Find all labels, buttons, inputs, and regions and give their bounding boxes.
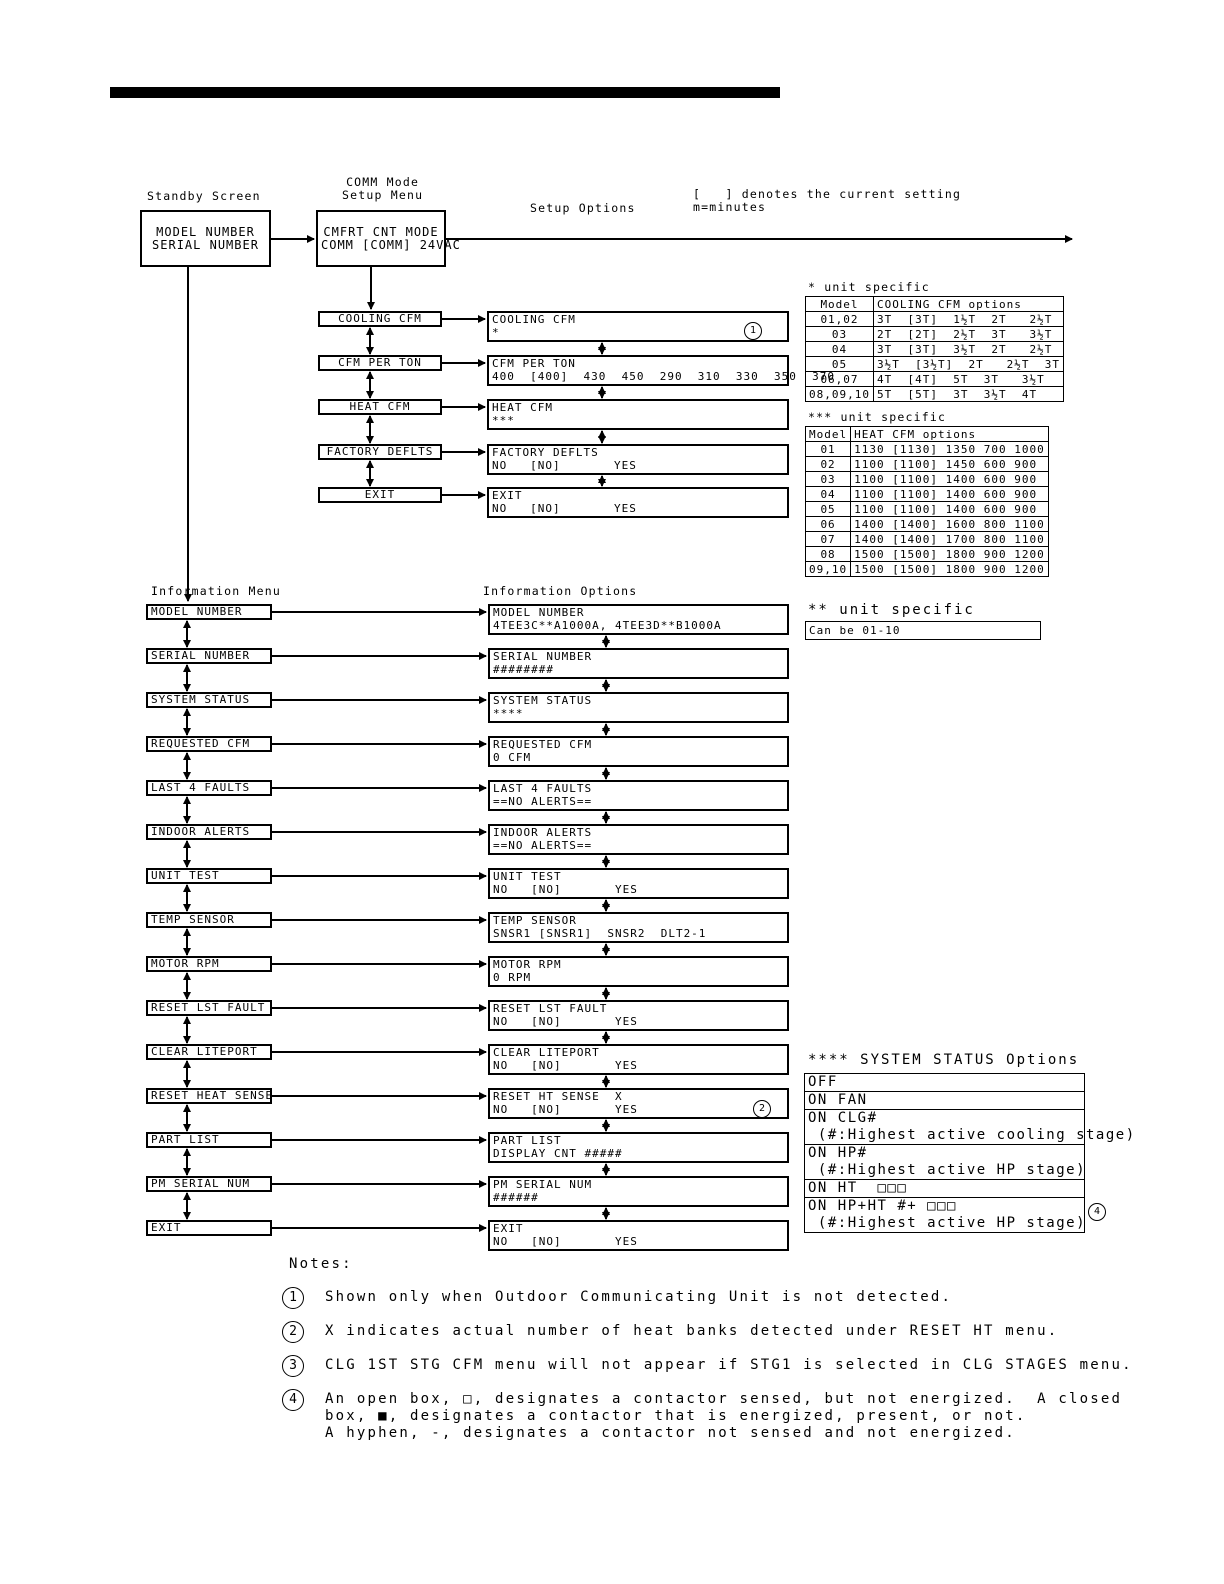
cooling_table-cell: 06,07 — [806, 372, 874, 387]
heat_table-row — [806, 562, 1049, 577]
system-status-row: ON HP+HT #+ □□□ (#:Highest active HP stage) — [808, 1198, 1087, 1231]
heat_table-cell: 09,10 — [806, 562, 851, 577]
heat_table-cell: 1100 [1100] 1400 600 900 — [851, 472, 1049, 487]
cooling-table-title: * unit specific — [808, 280, 930, 294]
cooling_table-row — [806, 357, 1064, 372]
heat_table-cell: 1100 [1100] 1400 600 900 — [851, 487, 1049, 502]
info-menu-item-2[interactable]: SYSTEM STATUS — [146, 692, 272, 708]
legend-text: [ ] denotes the current setting m=minutes — [693, 187, 962, 215]
heat_table-cell: 07 — [806, 532, 851, 547]
info-option-box-13: PM SERIAL NUM ###### — [488, 1176, 789, 1207]
note-2-marker: 2 — [753, 1100, 771, 1118]
unit-specific-box: Can be 01-10 — [805, 621, 1041, 640]
info-menu-label: Information Menu — [151, 584, 281, 598]
info-menu-item-8[interactable]: MOTOR RPM — [146, 956, 272, 972]
unit-specific-title: ** unit specific — [808, 602, 975, 618]
setup-option-box-1: CFM PER TON 400 [400] 430 450 290 310 330 350 370 — [487, 355, 789, 386]
note-text-2: X indicates actual number of heat banks detected under RESET HT menu. — [325, 1323, 1059, 1339]
info-menu-item-10[interactable]: CLEAR LITEPORT — [146, 1044, 272, 1060]
info-option-box-14: EXIT NO [NO] YES — [488, 1220, 789, 1251]
note-number-4: 4 — [282, 1389, 304, 1411]
info-option-box-10: CLEAR LITEPORT NO [NO] YES — [488, 1044, 789, 1075]
cooling_table-cell: 01,02 — [806, 312, 874, 327]
info-option-box-0: MODEL NUMBER 4TEE3C**A1000A, 4TEE3D**B1000A — [488, 604, 789, 635]
setup-menu-item-0[interactable]: COOLING CFM — [318, 311, 442, 327]
cooling_table-row — [806, 387, 1064, 402]
cooling_table-row — [806, 372, 1064, 387]
info-option-box-6: UNIT TEST NO [NO] YES — [488, 868, 789, 899]
setup-option-box-4: EXIT NO [NO] YES — [487, 487, 789, 518]
heat_table-cell: 1100 [1100] 1450 600 900 — [851, 457, 1049, 472]
system-status-row: ON HP# (#:Highest active HP stage) — [805, 1145, 1084, 1180]
info-menu-item-14[interactable]: EXIT — [146, 1220, 272, 1236]
heat_table-cell: 04 — [806, 487, 851, 502]
info-menu-item-9[interactable]: RESET LST FAULT — [146, 1000, 272, 1016]
setup-options-label: Setup Options — [530, 201, 636, 215]
setup-option-box-2: HEAT CFM *** — [487, 399, 789, 430]
heat_table-cell: 1400 [1400] 1700 800 1100 — [851, 532, 1049, 547]
setup-menu-item-2[interactable]: HEAT CFM — [318, 399, 442, 415]
heat_table-cell: 06 — [806, 517, 851, 532]
heat_table-row — [806, 502, 1049, 517]
heat_table-cell: 1130 [1130] 1350 700 1000 — [851, 442, 1049, 457]
info-options-label: Information Options — [483, 584, 638, 598]
heat_table-row — [806, 472, 1049, 487]
system-status-row: OFF — [805, 1074, 1084, 1092]
heat_table-cell: 01 — [806, 442, 851, 457]
cooling_table-header-0: Model — [806, 297, 874, 312]
note-number-2: 2 — [282, 1321, 304, 1343]
note-text-1: Shown only when Outdoor Communicating Unit is not detected. — [325, 1289, 953, 1305]
note-number-3: 3 — [282, 1355, 304, 1377]
setup-menu-item-1[interactable]: CFM PER TON — [318, 355, 442, 371]
info-option-box-7: TEMP SENSOR SNSR1 [SNSR1] SNSR2 DLT2-1 — [488, 912, 789, 943]
cooling_table-cell: 3T [3T] 3½T 2T 2½T — [874, 342, 1064, 357]
system-status-title: **** SYSTEM STATUS Options — [808, 1052, 1080, 1068]
system-status-table — [804, 1073, 1136, 1233]
notes-title: Notes: — [289, 1256, 353, 1272]
system-status-row: ON HT □□□ — [805, 1180, 1084, 1198]
system-status-row: ON CLG# (#:Highest active cooling stage) — [805, 1110, 1084, 1145]
header-bar — [110, 87, 780, 98]
cooling_table-cell: 3½T [3½T] 2T 2½T 3T — [874, 357, 1064, 372]
heat_table-cell: 1100 [1100] 1400 600 900 — [851, 502, 1049, 517]
cooling-cfm-table — [805, 296, 1064, 402]
cooling_table-cell: 3T [3T] 1½T 2T 2½T — [874, 312, 1064, 327]
info-option-box-11: RESET HT SENSE X NO [NO] YES — [488, 1088, 789, 1119]
heat-table-title: *** unit specific — [808, 410, 947, 424]
info-option-box-2: SYSTEM STATUS **** — [488, 692, 789, 723]
comm-mode-label: COMM Mode Setup Menu — [342, 175, 424, 203]
heat-cfm-table — [805, 426, 1049, 577]
info-menu-item-12[interactable]: PART LIST — [146, 1132, 272, 1148]
info-menu-item-3[interactable]: REQUESTED CFM — [146, 736, 272, 752]
info-option-box-1: SERIAL NUMBER ######## — [488, 648, 789, 679]
info-menu-item-1[interactable]: SERIAL NUMBER — [146, 648, 272, 664]
heat_table-row — [806, 487, 1049, 502]
note-1-marker: 1 — [744, 322, 762, 340]
heat_table-row — [806, 532, 1049, 547]
note-number-1: 1 — [282, 1287, 304, 1309]
heat_table-cell: 1400 [1400] 1600 800 1100 — [851, 517, 1049, 532]
heat_table-cell: 03 — [806, 472, 851, 487]
info-menu-item-5[interactable]: INDOOR ALERTS — [146, 824, 272, 840]
note-4-marker: 4 — [1088, 1203, 1106, 1221]
heat_table-cell: 02 — [806, 457, 851, 472]
cooling_table-cell: 05 — [806, 357, 874, 372]
cooling_table-cell: 04 — [806, 342, 874, 357]
heat_table-header-1: HEAT CFM options — [851, 427, 1049, 442]
cooling_table-row — [806, 312, 1064, 327]
info-option-box-12: PART LIST DISPLAY CNT ##### — [488, 1132, 789, 1163]
heat_table-row — [806, 457, 1049, 472]
cooling_table-cell: 08,09,10 — [806, 387, 874, 402]
info-menu-item-6[interactable]: UNIT TEST — [146, 868, 272, 884]
heat_table-row — [806, 442, 1049, 457]
info-menu-item-4[interactable]: LAST 4 FAULTS — [146, 780, 272, 796]
setup-menu-item-3[interactable]: FACTORY DEFLTS — [318, 444, 442, 460]
heat_table-header-0: Model — [806, 427, 851, 442]
info-option-box-4: LAST 4 FAULTS ==NO ALERTS== — [488, 780, 789, 811]
info-menu-item-7[interactable]: TEMP SENSOR — [146, 912, 272, 928]
comm-mode-box: CMFRT CNT MODE COMM [COMM] 24VAC — [316, 210, 446, 267]
info-menu-item-0[interactable]: MODEL NUMBER — [146, 604, 272, 620]
cooling_table-cell: 4T [4T] 5T 3T 3½T — [874, 372, 1064, 387]
heat_table-cell: 05 — [806, 502, 851, 517]
cooling_table-row — [806, 327, 1064, 342]
cooling_table-cell: 03 — [806, 327, 874, 342]
info-menu-item-11[interactable]: RESET HEAT SENSE — [146, 1088, 272, 1104]
setup-option-box-3: FACTORY DEFLTS NO [NO] YES — [487, 444, 789, 475]
standby-screen-label: Standby Screen — [147, 189, 261, 203]
cooling_table-cell: 5T [5T] 3T 3½T 4T — [874, 387, 1064, 402]
heat_table-row — [806, 517, 1049, 532]
note-text-3: CLG 1ST STG CFM menu will not appear if STG1 is selected in CLG STAGES menu. — [325, 1357, 1133, 1373]
heat_table-cell: 1500 [1500] 1800 900 1200 — [851, 547, 1049, 562]
info-menu-item-13[interactable]: PM SERIAL NUM — [146, 1176, 272, 1192]
setup-menu-item-4[interactable]: EXIT — [318, 487, 442, 503]
system-status-row: ON FAN — [805, 1092, 1084, 1110]
info-option-box-8: MOTOR RPM 0 RPM — [488, 956, 789, 987]
note-text-4: An open box, □, designates a contactor sensed, but not energized. A closed box, ■, designates a contactor that is energized, present, or not. A hyphen, -, designates a contactor not sensed and not energized. — [325, 1391, 1123, 1441]
info-option-box-9: RESET LST FAULT NO [NO] YES — [488, 1000, 789, 1031]
setup-option-box-0: COOLING CFM * — [487, 311, 789, 342]
heat_table-row — [806, 547, 1049, 562]
info-option-box-5: INDOOR ALERTS ==NO ALERTS== — [488, 824, 789, 855]
standby-box: MODEL NUMBER SERIAL NUMBER — [140, 210, 271, 267]
cooling_table-header-1: COOLING CFM options — [874, 297, 1064, 312]
cooling_table-row — [806, 342, 1064, 357]
heat_table-cell: 08 — [806, 547, 851, 562]
cooling_table-cell: 2T [2T] 2½T 3T 3½T — [874, 327, 1064, 342]
info-option-box-3: REQUESTED CFM 0 CFM — [488, 736, 789, 767]
heat_table-cell: 1500 [1500] 1800 900 1200 — [851, 562, 1049, 577]
